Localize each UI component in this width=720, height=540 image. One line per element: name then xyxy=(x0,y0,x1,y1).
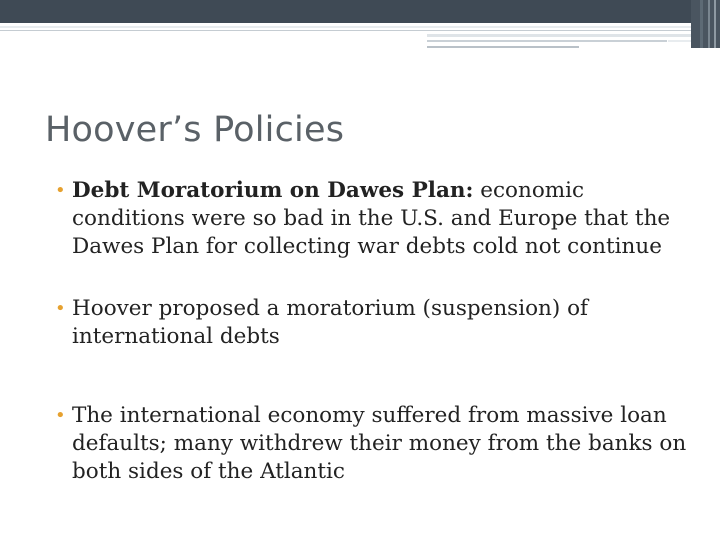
header-rule xyxy=(0,30,691,31)
bullet-item xyxy=(55,177,695,261)
header-rule xyxy=(0,26,691,28)
bullet-list xyxy=(55,177,695,486)
header-corner-stripe xyxy=(700,0,703,48)
bullet-marker: • xyxy=(55,180,66,201)
bullet-text: Hoover proposed a moratorium (suspension) of international debts xyxy=(72,296,589,349)
header-accent-line xyxy=(427,34,691,37)
bullet-item xyxy=(55,402,695,486)
header-accent-line xyxy=(668,40,691,42)
bullet-item xyxy=(55,295,695,351)
bullet-lead: Debt Moratorium on Dawes Plan: xyxy=(72,178,474,203)
slide-title: Hoover’s Policies xyxy=(45,110,345,150)
bullet-marker: • xyxy=(55,405,66,426)
header-corner-stripe xyxy=(708,0,710,48)
bullet-text: economic conditions were so bad in the U.S. and Europe that the Dawes Plan for collecting war debts cold not continue xyxy=(72,178,671,259)
header-bar xyxy=(0,0,691,23)
bullet-text: The international economy suffered from massive loan defaults; many withdrew their money from the banks on both sides of the Atlantic xyxy=(72,403,687,484)
header-accent-line xyxy=(427,40,667,42)
header-corner-stripe xyxy=(714,0,716,48)
header-accent-line xyxy=(427,46,579,48)
bullet-marker: • xyxy=(55,298,66,319)
